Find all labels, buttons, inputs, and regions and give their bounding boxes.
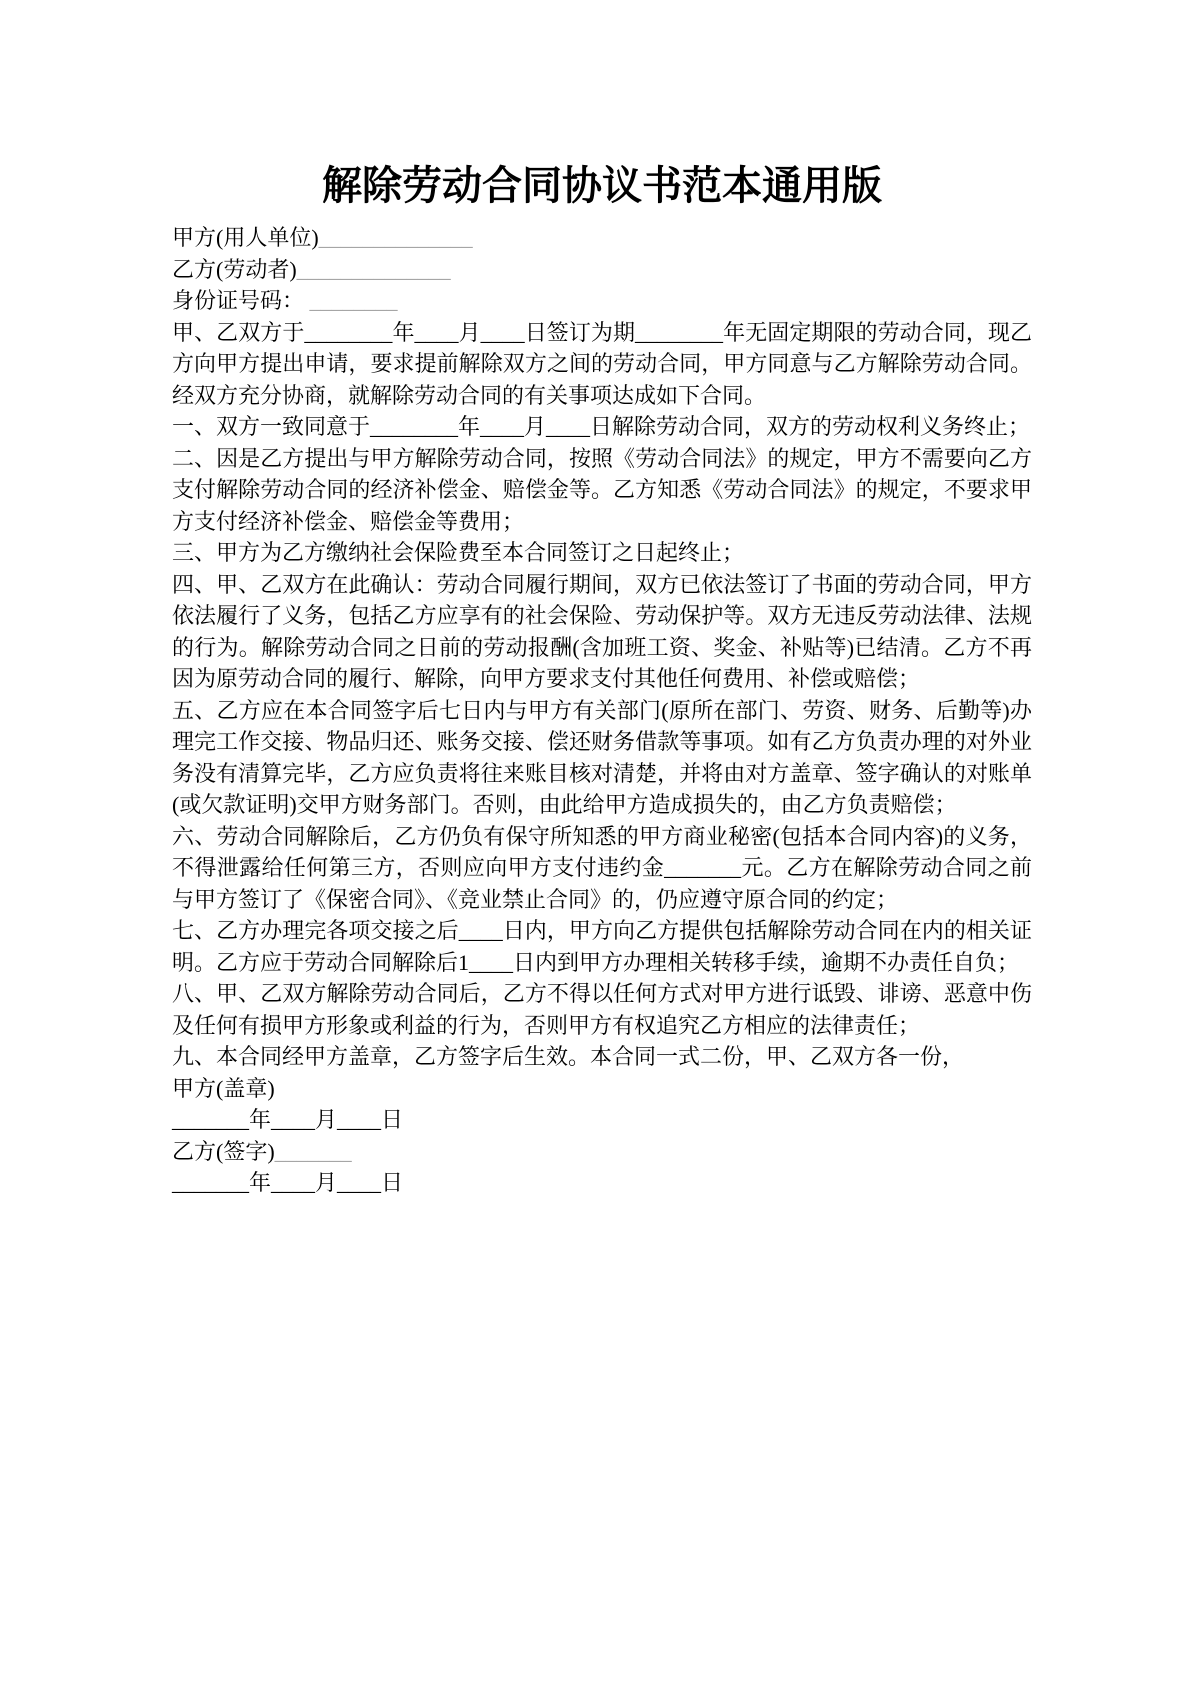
document-content [172,0,1032,1199]
contract-paragraph: 九、本合同经甲方盖章，乙方签字后生效。本合同一式二份，甲、乙双方各一份， [172,1044,965,1069]
party-a-seal-line: 甲方(盖章) [172,1075,275,1101]
document-title: 解除劳动合同协议书范本通用版 [322,163,882,208]
fill-line-label: 身份证号码： [172,288,310,313]
contract-paragraph: 四、甲、乙双方在此确认：劳动合同履行期间，双方已依法签订了书面的劳动合同，甲方依法履行了义务，包括乙方应享有的社会保险、劳动保护等。双方无违反劳动法律、法规的行为。解除劳动合同之日前的劳动报酬(含加班工资、奖金、补贴等)已结清。乙方不再因为原劳动合同的履行、解除，向甲方要求支付其他任何费用、补偿或赔偿； [172,571,1032,691]
contract-paragraph: 七、乙方办理完各项交接之后____日内，甲方向乙方提供包括解除劳动合同在内的相关证明。乙方应于劳动合同解除后1____日内到甲方办理相关转移手续，逾期不办责任自负； [172,918,1032,975]
contract-paragraph: 甲、乙双方于________年____月____日签订为期________年无固定期限的劳动合同，现乙方向甲方提出申请，要求提前解除双方之间的劳动合同，甲方同意与乙方解除劳动合同。经双方充分协商，就解除劳动合同的有关事项达成如下合同。 [172,319,1032,408]
fill-lines [172,222,1032,317]
contract-clauses [172,317,1032,1073]
fill-line [172,254,1032,286]
party-b-sign-blank: _______ [274,1138,352,1164]
fill-line-label: 乙方(劳动者) [172,256,297,282]
fill-line [172,285,1032,317]
contract-paragraph: 一、双方一致同意于________年____月____日解除劳动合同，双方的劳动权利义务终止； [172,414,1031,439]
fill-line-blank: ______________ [296,256,451,282]
party-a-date-line: _______年____月____日 [172,1107,404,1132]
party-b-date-line: _______年____月____日 [172,1170,404,1195]
fill-line-blank: ______________ [318,225,473,250]
fill-line [172,222,1032,254]
contract-paragraph: 二、因是乙方提出与甲方解除劳动合同，按照《劳动合同法》的规定，甲方不需要向乙方支付解除劳动合同的经济补偿金、赔偿金等。乙方知悉《劳动合同法》的规定，不要求甲方支付经济补偿金、赔偿金等费用； [172,445,1032,534]
party-b-sign-line [172,1136,1032,1168]
contract-paragraph: 八、甲、乙双方解除劳动合同后，乙方不得以任何方式对甲方进行诋毁、诽谤、恶意中伤及任何有损甲方形象或利益的行为，否则甲方有权追究乙方相应的法律责任； [172,981,1032,1038]
document-body [172,222,1032,1199]
contract-paragraph: 六、劳动合同解除后，乙方仍负有保守所知悉的甲方商业秘密(包括本合同内容)的义务，不得泄露给任何第三方，否则应向甲方支付违约金_______元。乙方在解除劳动合同之前与甲方签订了《保密合同》、《竞业禁止合同》的，仍应遵守原合同的约定； [172,823,1032,912]
fill-line-label: 甲方(用人单位) [172,225,319,250]
contract-paragraph: 三、甲方为乙方缴纳社会保险费至本合同签订之日起终止； [172,540,745,565]
contract-paragraph: 五、乙方应在本合同签字后七日内与甲方有关部门(原所在部门、劳资、财务、后勤等)办理完工作交接、物品归还、账务交接、偿还财务借款等事项。如有乙方负责办理的对外业务没有清算完毕，乙方应负责将往来账目核对清楚，并将由对方盖章、签字确认的对账单(或欠款证明)交甲方财务部门。否则，由此给甲方造成损失的，由乙方负责赔偿； [172,697,1032,817]
fill-line-blank: ________ [309,288,398,313]
party-b-sign-label: 乙方(签字) [172,1138,275,1164]
